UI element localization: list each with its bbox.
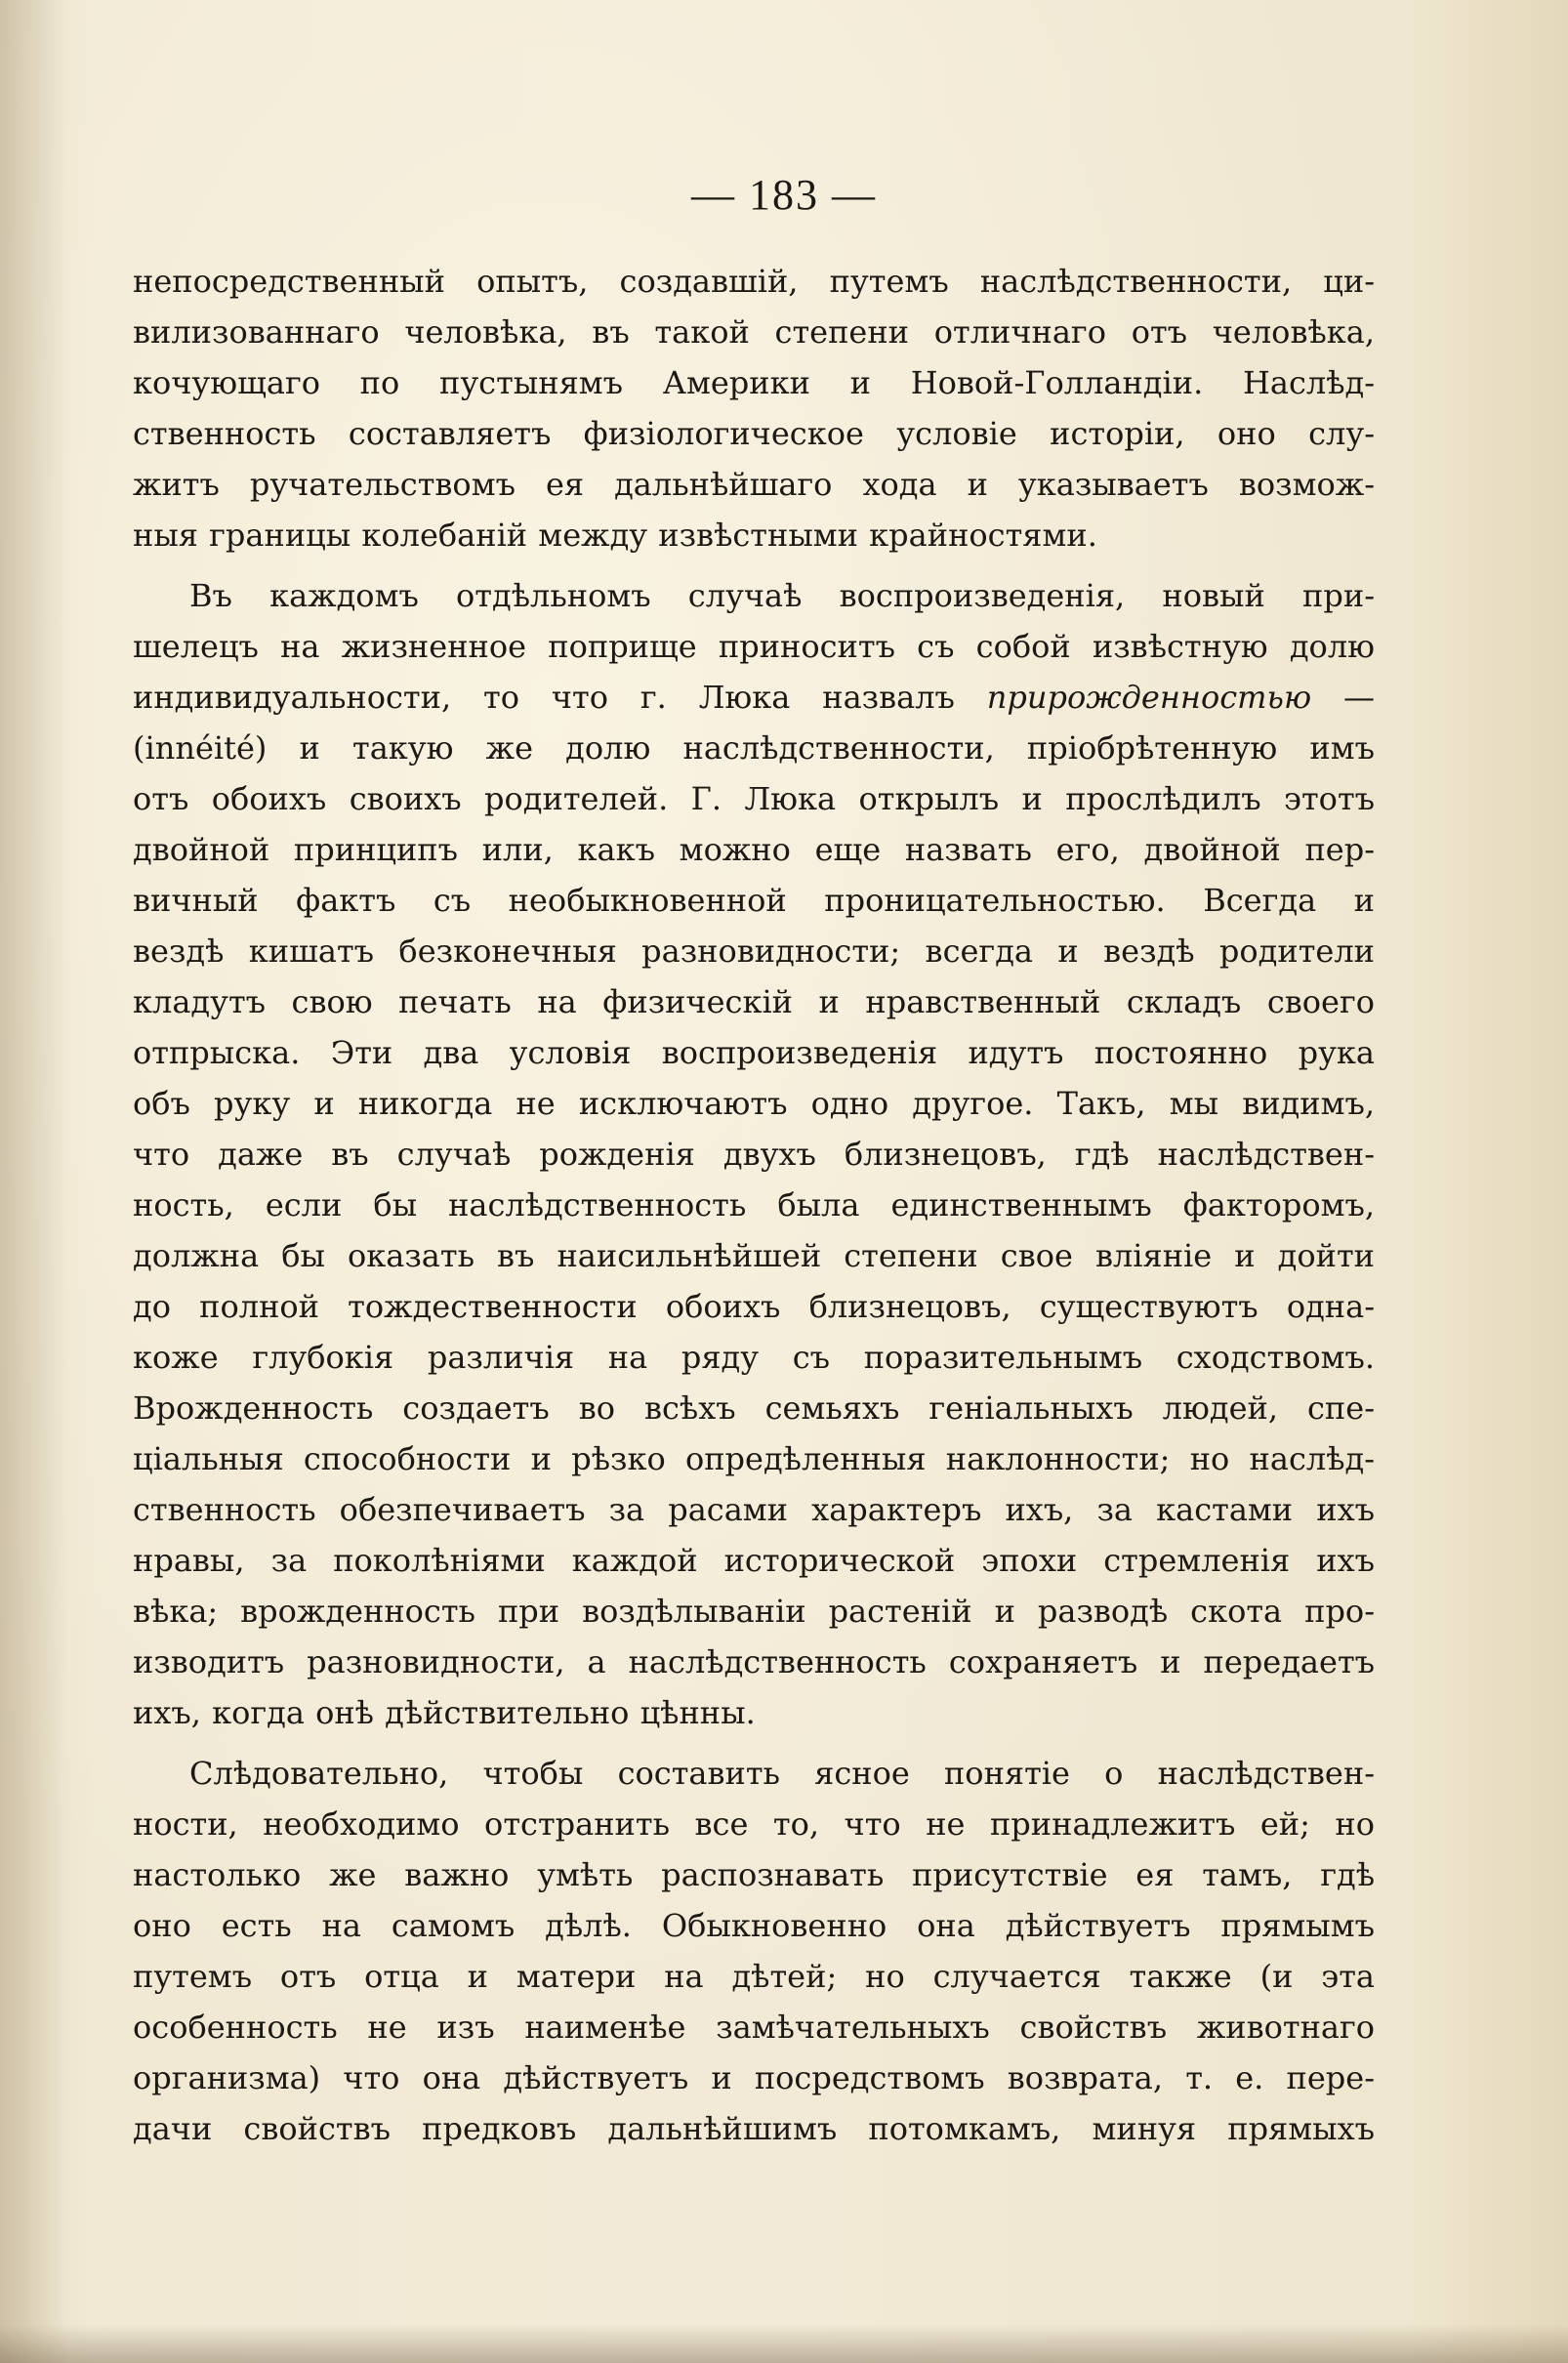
text-line: вездѣ кишатъ безконечныя разновидности; всегда и вездѣ родители	[133, 933, 1375, 970]
text-line: ственность обезпечиваетъ за расами характеръ ихъ, за кастами ихъ	[133, 1491, 1375, 1528]
text-line: вѣка; врожденность при воздѣлываніи растеній и разводѣ скота про-	[133, 1593, 1375, 1630]
paragraph-1	[133, 256, 1375, 560]
text-line: организма) что она дѣйствуетъ и посредствомъ возврата, т. е. пере-	[133, 2059, 1375, 2096]
text-line: что даже въ случаѣ рожденія двухъ близнецовъ, гдѣ наслѣдствен-	[133, 1136, 1375, 1173]
text-line: ныя границы колебаній между извѣстными крайностями.	[133, 517, 1097, 554]
text-line: ственность составляетъ физіологическое условіе исторіи, оно слу-	[133, 415, 1375, 452]
text-line: особенность не изъ наименѣе замѣчательныхъ свойствъ животнаго	[133, 2009, 1375, 2046]
text-line: вилизованнаго человѣка, въ такой степени отличнаго отъ человѣка,	[133, 313, 1375, 351]
text-line: отъ обоихъ своихъ родителей. Г. Люка открылъ и прослѣдилъ этотъ	[133, 780, 1375, 817]
text-line: ціальныя способности и рѣзко опредѣленныя наклонности; но наслѣд-	[133, 1440, 1375, 1477]
text-line: непосредственный опытъ, создавшій, путемъ наслѣдственности, ци-	[133, 263, 1375, 300]
text-line: двойной принципъ или, какъ можно еще назвать его, двойной пер-	[133, 831, 1375, 868]
page-number: — 183 —	[691, 171, 877, 219]
paragraph-2	[133, 570, 1375, 1738]
text-line: коже глубокія различія на ряду съ поразительнымъ сходствомъ.	[133, 1339, 1375, 1376]
page-bottom-edge	[0, 2324, 1568, 2363]
text-line: отпрыска. Эти два условія воспроизведенія идутъ постоянно рука	[133, 1034, 1375, 1071]
text-line: ность, если бы наслѣдственность была единственнымъ факторомъ,	[133, 1186, 1375, 1223]
text-line: до полной тождественности обоихъ близнецовъ, существуютъ одна-	[133, 1288, 1375, 1325]
text-line: шелецъ на жизненное поприще приноситъ съ собой извѣстную долю	[133, 628, 1375, 665]
text-line: дачи свойствъ предковъ дальнѣйшимъ потомкамъ, минуя прямыхъ	[133, 2110, 1375, 2147]
text-line: (innéité) и такую же долю наслѣдственности, пріобрѣтенную имъ	[133, 729, 1375, 767]
text-line: вичный фактъ съ необыкновенной проницательностью. Всегда и	[133, 882, 1375, 919]
gutter-shadow	[0, 0, 68, 2363]
text-line: оно есть на самомъ дѣлѣ. Обыкновенно она дѣйствуетъ прямымъ	[133, 1907, 1375, 1944]
text-line: индивидуальности, то что г. Люка назвалъ прирожденностью —	[133, 679, 1376, 716]
text-line: ихъ, когда онѣ дѣйствительно цѣнны.	[133, 1694, 756, 1731]
text-line: настолько же важно умѣть распознавать присутствіе ея тамъ, гдѣ	[133, 1856, 1375, 1893]
body-text	[133, 256, 1375, 2164]
text-line: объ руку и никогда не исключаютъ одно другое. Такъ, мы видимъ,	[133, 1085, 1375, 1122]
text-line: нравы, за поколѣніями каждой исторической эпохи стремленія ихъ	[133, 1542, 1375, 1579]
text-line: кладутъ свою печать на физическій и нравственный складъ своего	[133, 983, 1375, 1020]
text-line: изводитъ разновидности, а наслѣдственность сохраняетъ и передаетъ	[133, 1643, 1375, 1680]
paragraph-3	[133, 1748, 1375, 2154]
text-line: Въ каждомъ отдѣльномъ случаѣ воспроизведенія, новый при-	[189, 577, 1375, 614]
text-line: Врожденность создаетъ во всѣхъ семьяхъ геніальныхъ людей, спе-	[133, 1389, 1375, 1427]
text-line: должна бы оказать въ наисильнѣйшей степени свое вліяніе и дойти	[133, 1237, 1375, 1274]
emphasized-term: прирожденностью	[986, 679, 1312, 716]
text-line: житъ ручательствомъ ея дальнѣйшаго хода и указываетъ возмож-	[133, 466, 1375, 503]
text-line: путемъ отъ отца и матери на дѣтей; но случается также (и эта	[133, 1958, 1375, 1995]
text-line: ности, необходимо отстранить все то, что не принадлежитъ ей; но	[133, 1805, 1375, 1843]
text-line: Слѣдовательно, чтобы составить ясное понятіе о наслѣдствен-	[189, 1755, 1375, 1792]
text-line: кочующаго по пустынямъ Америки и Новой-Голландіи. Наслѣд-	[133, 364, 1375, 401]
